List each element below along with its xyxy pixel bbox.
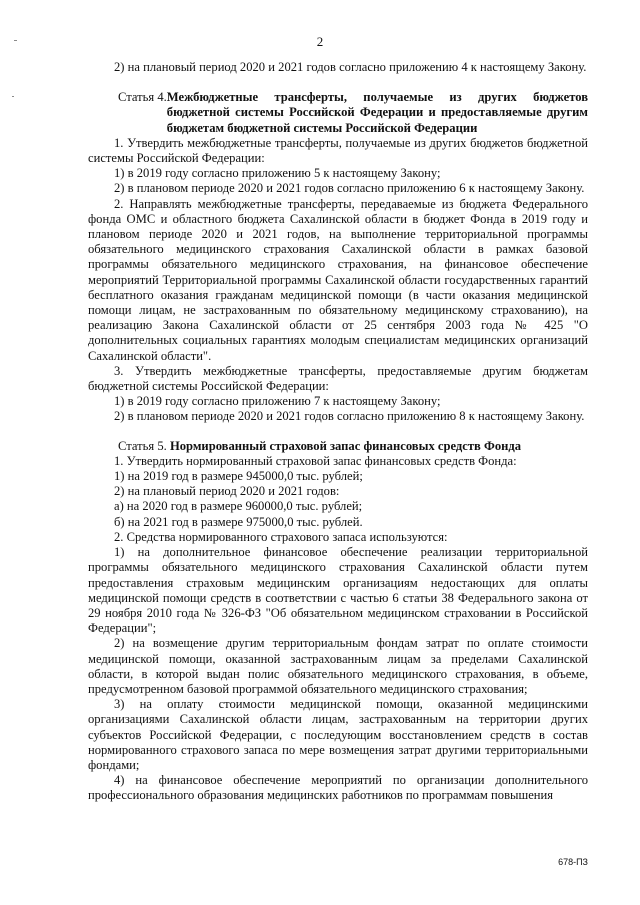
article-5-paragraph: 2) на плановый период 2020 и 2021 годов: (114, 484, 340, 499)
article-5-paragraph: 3) на оплату стоимости медицинской помощи, оказанной медицинскими организациями Сахалинской области лицам, застрахованным на территории других субъектов Российской Федерации, с последующим восстановлением средств в состав нормированного страхового запаса по мере возмещения затрат другими территориальными фондами; (88, 697, 588, 772)
article-5-paragraph: 2. Средства нормированного страхового запаса используются: (114, 529, 448, 544)
article-4-title: Межбюджетные трансферты, получаемые из других бюджетов бюджетной системы Российской Федерации и предоставляемые другим бюджетам бюджетной системы Российской Федерации (166, 90, 588, 135)
scan-mark (12, 96, 14, 97)
article-5-paragraph: 1) на дополнительное финансовое обеспечение реализации территориальной программы обязательного медицинского страхования Сахалинской области путем предоставления страховым медицинским организациям недостающих для оплаты медицинской помощи средств в соответствии с частью 6 статьи 38 Федерального закона от 29 ноября 2010 года № 326-ФЗ "Об обязательном медицинском страховании в Российской Федерации"; (88, 545, 588, 636)
article-5-paragraph: 1. Утвердить нормированный страховой запас финансовых средств Фонда: (114, 453, 517, 468)
article-5-heading (88, 439, 588, 454)
article-4-label: Статья 4. (118, 90, 167, 105)
article-4-paragraph: 3. Утвердить межбюджетные трансферты, предоставляемые другим бюджетам бюджетной системы Российской Федерации: (88, 363, 588, 394)
page-number: 2 (316, 34, 324, 49)
article-4-paragraph: 2) в плановом периоде 2020 и 2021 годов согласно приложению 8 к настоящему Закону. (114, 409, 585, 424)
article-5-paragraph: 1) на 2019 год в размере 945000,0 тыс. рублей; (114, 469, 363, 484)
article-4-paragraph: 1) в 2019 году согласно приложению 5 к настоящему Закону; (114, 166, 441, 181)
article-4-paragraph: 2) в плановом периоде 2020 и 2021 годов согласно приложению 6 к настоящему Закону. (114, 181, 585, 196)
article-5-title: Нормированный страховой запас финансовых средств Фонда (169, 438, 522, 453)
article-4-heading (88, 90, 588, 136)
document-body (88, 60, 588, 804)
spacer (88, 75, 588, 90)
article-5-paragraph: 2) на возмещение другим территориальным фондам затрат по оплате стоимости медицинской помощи, оказанной застрахованным лицам за пределами Сахалинской области, в которой выдан полис обязательного медицинского страхования, в объеме, предусмотренном базовой программой обязательного медицинского страхования; (88, 636, 588, 696)
article-4-paragraph: 2. Направлять межбюджетные трансферты, передаваемые из бюджета Федерального фонда ОМС и областного бюджета Сахалинской области в бюджет Фонда в 2019 году и плановом периоде 2020 и 2021 годов, на выполнение территориальной программы обязательного медицинского страхования Сахалинской области в рамках базовой программы обязательного медицинского страхования, на финансовое обеспечение мероприятий Территориальной программы Сахалинской области государственных гарантий бесплатного оказания гражданам медицинской помощи (в части оказания медицинской помощи лицам, не застрахованным по обязательному медицинскому страхованию), на реализацию Закона Сахалинской области от 25 сентября 2003 года № 425 "О дополнительных социальных гарантиях молодым специалистам медицинских организаций Сахалинской области". (88, 196, 588, 363)
spacer (88, 425, 588, 439)
intro-paragraph: 2) на плановый период 2020 и 2021 годов согласно приложению 4 к настоящему Закону. (114, 60, 587, 74)
document-code: 678-ПЗ (558, 857, 588, 867)
article-5-paragraph: 4) на финансовое обеспечение мероприятий по организации дополнительного профессионального образования медицинских работников по программам повышения (88, 773, 588, 803)
article-5-paragraph: б) на 2021 год в размере 975000,0 тыс. рублей. (114, 514, 363, 529)
article-4-paragraph: 1. Утвердить межбюджетные трансферты, получаемые из других бюджетов бюджетной системы Российской Федерации: (88, 135, 588, 166)
article-4-paragraph: 1) в 2019 году согласно приложению 7 к настоящему Закону; (114, 394, 441, 409)
article-5-paragraph: а) на 2020 год в размере 960000,0 тыс. рублей; (114, 499, 363, 514)
article-5-label: Статья 5. (118, 438, 167, 453)
